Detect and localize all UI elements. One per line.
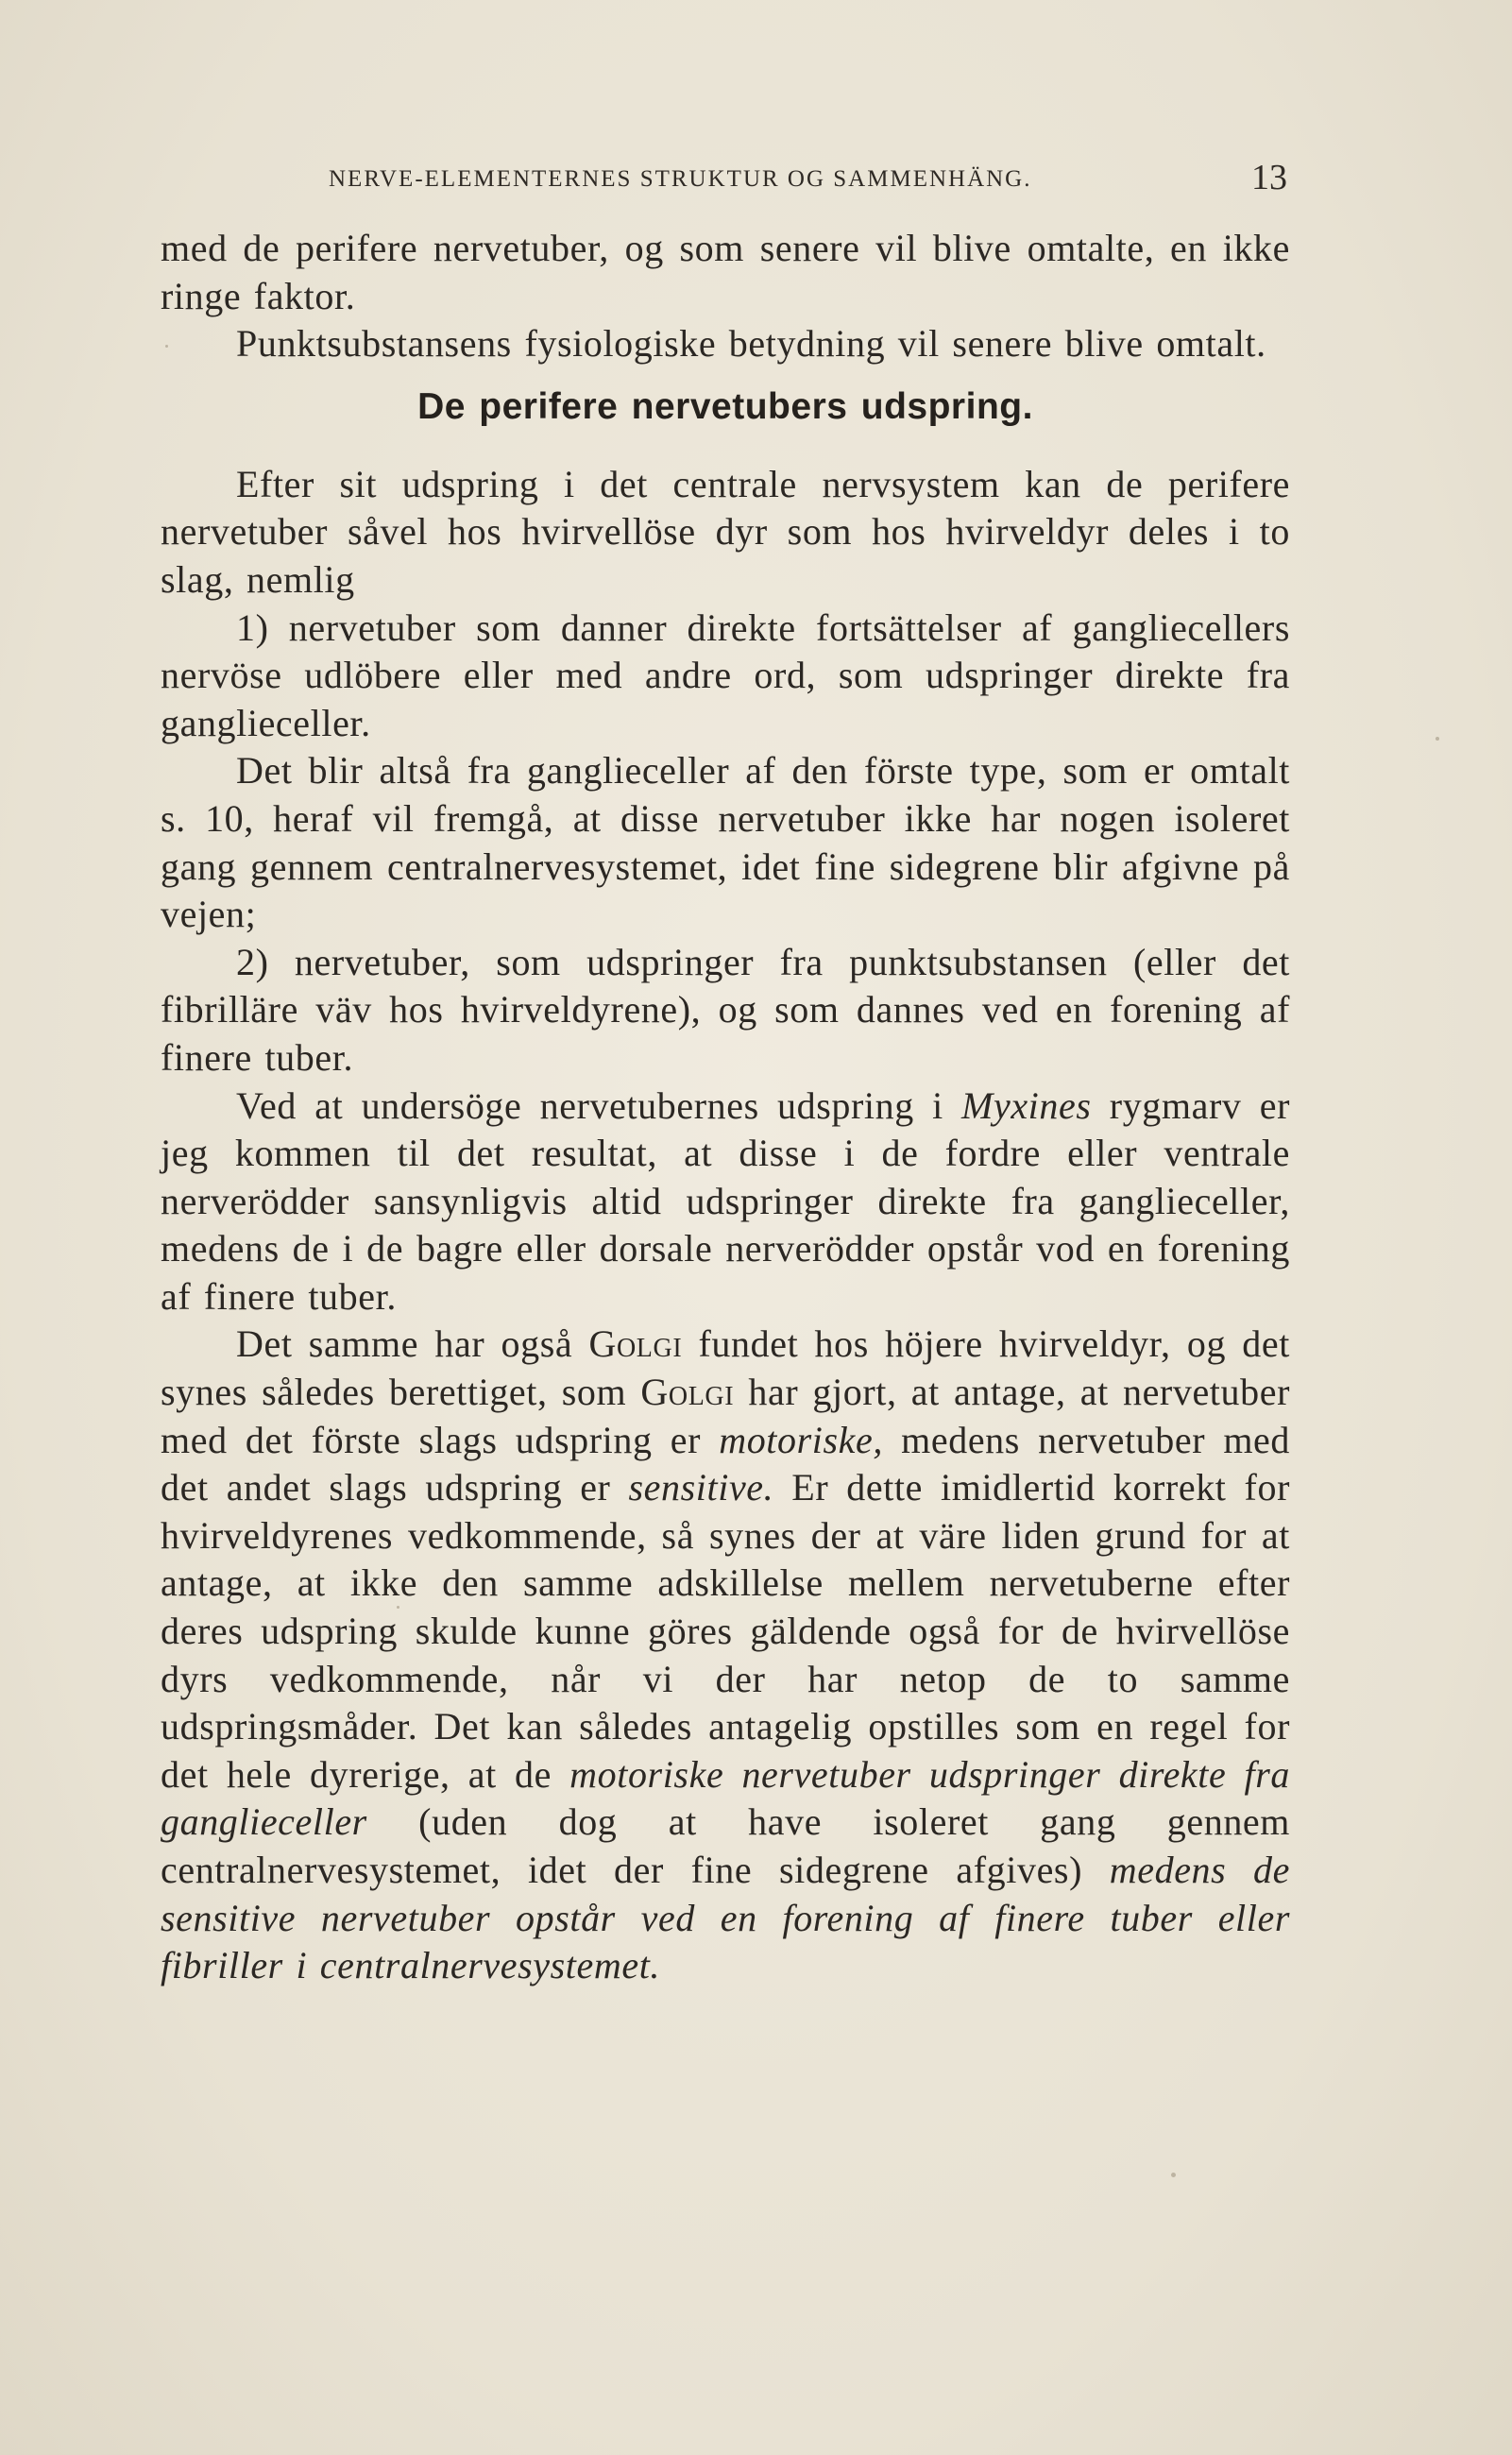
taxon-name: Myxines [961, 1083, 1092, 1127]
paragraph-first-type: Det blir altså fra ganglieceller af den förste type, som er omtalt s. 10, heraf vil fremgå, at disse nervetuber ikke har nogen isoleret gang gennem centralnervesystemet, idet fine sidegrene blir afgivne på vejen; [161, 749, 1290, 936]
paragraph-punktsubstans: Punktsubstansens fysiologiske betydning vil senere blive omtalt. [236, 322, 1266, 366]
text-run: (uden dog at have isoleret gang gennem centralnervesystemet, idet der fine sidegrene afgives) [161, 1800, 1290, 1891]
text-run: medens nervetuber med det andet slags udspring er [161, 1418, 1290, 1509]
author-name: Golgi [640, 1371, 735, 1414]
section-heading: De perifere nervetubers udspring. [417, 385, 1033, 427]
paragraph-continuation: med de perifere nervetuber, og som senere vil blive omtalte, en ikke ringe faktor. [161, 227, 1290, 317]
list-item-2: 2) nervetuber, som udspringer fra punktsubstansen (eller det fibrilläre väv hos hvirveldyrene), og som dannes ved en forening af finere tuber. [161, 940, 1290, 1079]
list-item-1: 1) nervetuber som danner direkte fortsättelser af gangliecellers nervöse udlöbere eller med andre ord, som udspringer direkte fra ganglieceller. [161, 605, 1290, 744]
emphasis-conclusion-2: medens de sensitive nervetuber opstår ved en forening af finere tuber eller fibriller i centralnervesystemet. [161, 1849, 1290, 1987]
text-run: Det samme har også [236, 1322, 589, 1366]
paper-speck [1171, 2173, 1176, 2177]
page-header [329, 158, 1287, 200]
text-run: fundet hos höjere hvirveldyr, og det synes således berettiget, som [161, 1322, 1290, 1414]
paragraph-intro: Efter sit udspring i det centrale nervsystem kan de perifere nervetuber såvel hos hvirvellöse dyr som hos hvirveldyr deles i to slag, nemlig [161, 462, 1290, 601]
text-run: Er dette imidlertid korrekt for hvirveldyrenes vedkommende, så synes der at väre liden grund for at antage, at ikke den samme adskillelse mellem nervetuberne efter deres udspring skulde kunne göres gäldende også for de hvirvellöse dyrs vedkommende, når vi der har netop de to samme udspringsmåder. Det kan således antagelig opstilles som en regel for det hele dyrerige, at de [161, 1466, 1290, 1796]
term-motoriske: motoriske, [719, 1418, 883, 1461]
term-sensitive: sensitive. [628, 1466, 774, 1509]
text-run: har gjort, at antage, at nervetuber med det förste slags udspring er [161, 1371, 1290, 1461]
text-run: rygmarv er jeg kommen til det resultat, at disse i de fordre eller ventrale nerverödder sansynligvis altid udspringer direkte fra ganglieceller, medens de i de bagre eller dorsale nerverödder opstår vod en forening af finere tuber. [161, 1083, 1291, 1318]
paper-speck [1436, 737, 1439, 741]
paragraph-myxine [161, 1083, 1290, 1321]
running-title: NERVE-ELEMENTERNES STRUKTUR OG SAMMENHÄNG. [329, 166, 1032, 192]
page-number: 13 [1251, 158, 1287, 197]
paragraph-golgi [161, 1321, 1290, 1989]
body-text [161, 225, 1290, 1990]
text-run: Ved at undersöge nervetubernes udspring i [236, 1083, 962, 1127]
emphasis-conclusion-1: motoriske nervetuber udspringer direkte fra ganglieceller [161, 1752, 1290, 1844]
author-name: Golgi [588, 1322, 683, 1366]
paper-speck [397, 1606, 399, 1609]
paper-speck [165, 345, 168, 348]
